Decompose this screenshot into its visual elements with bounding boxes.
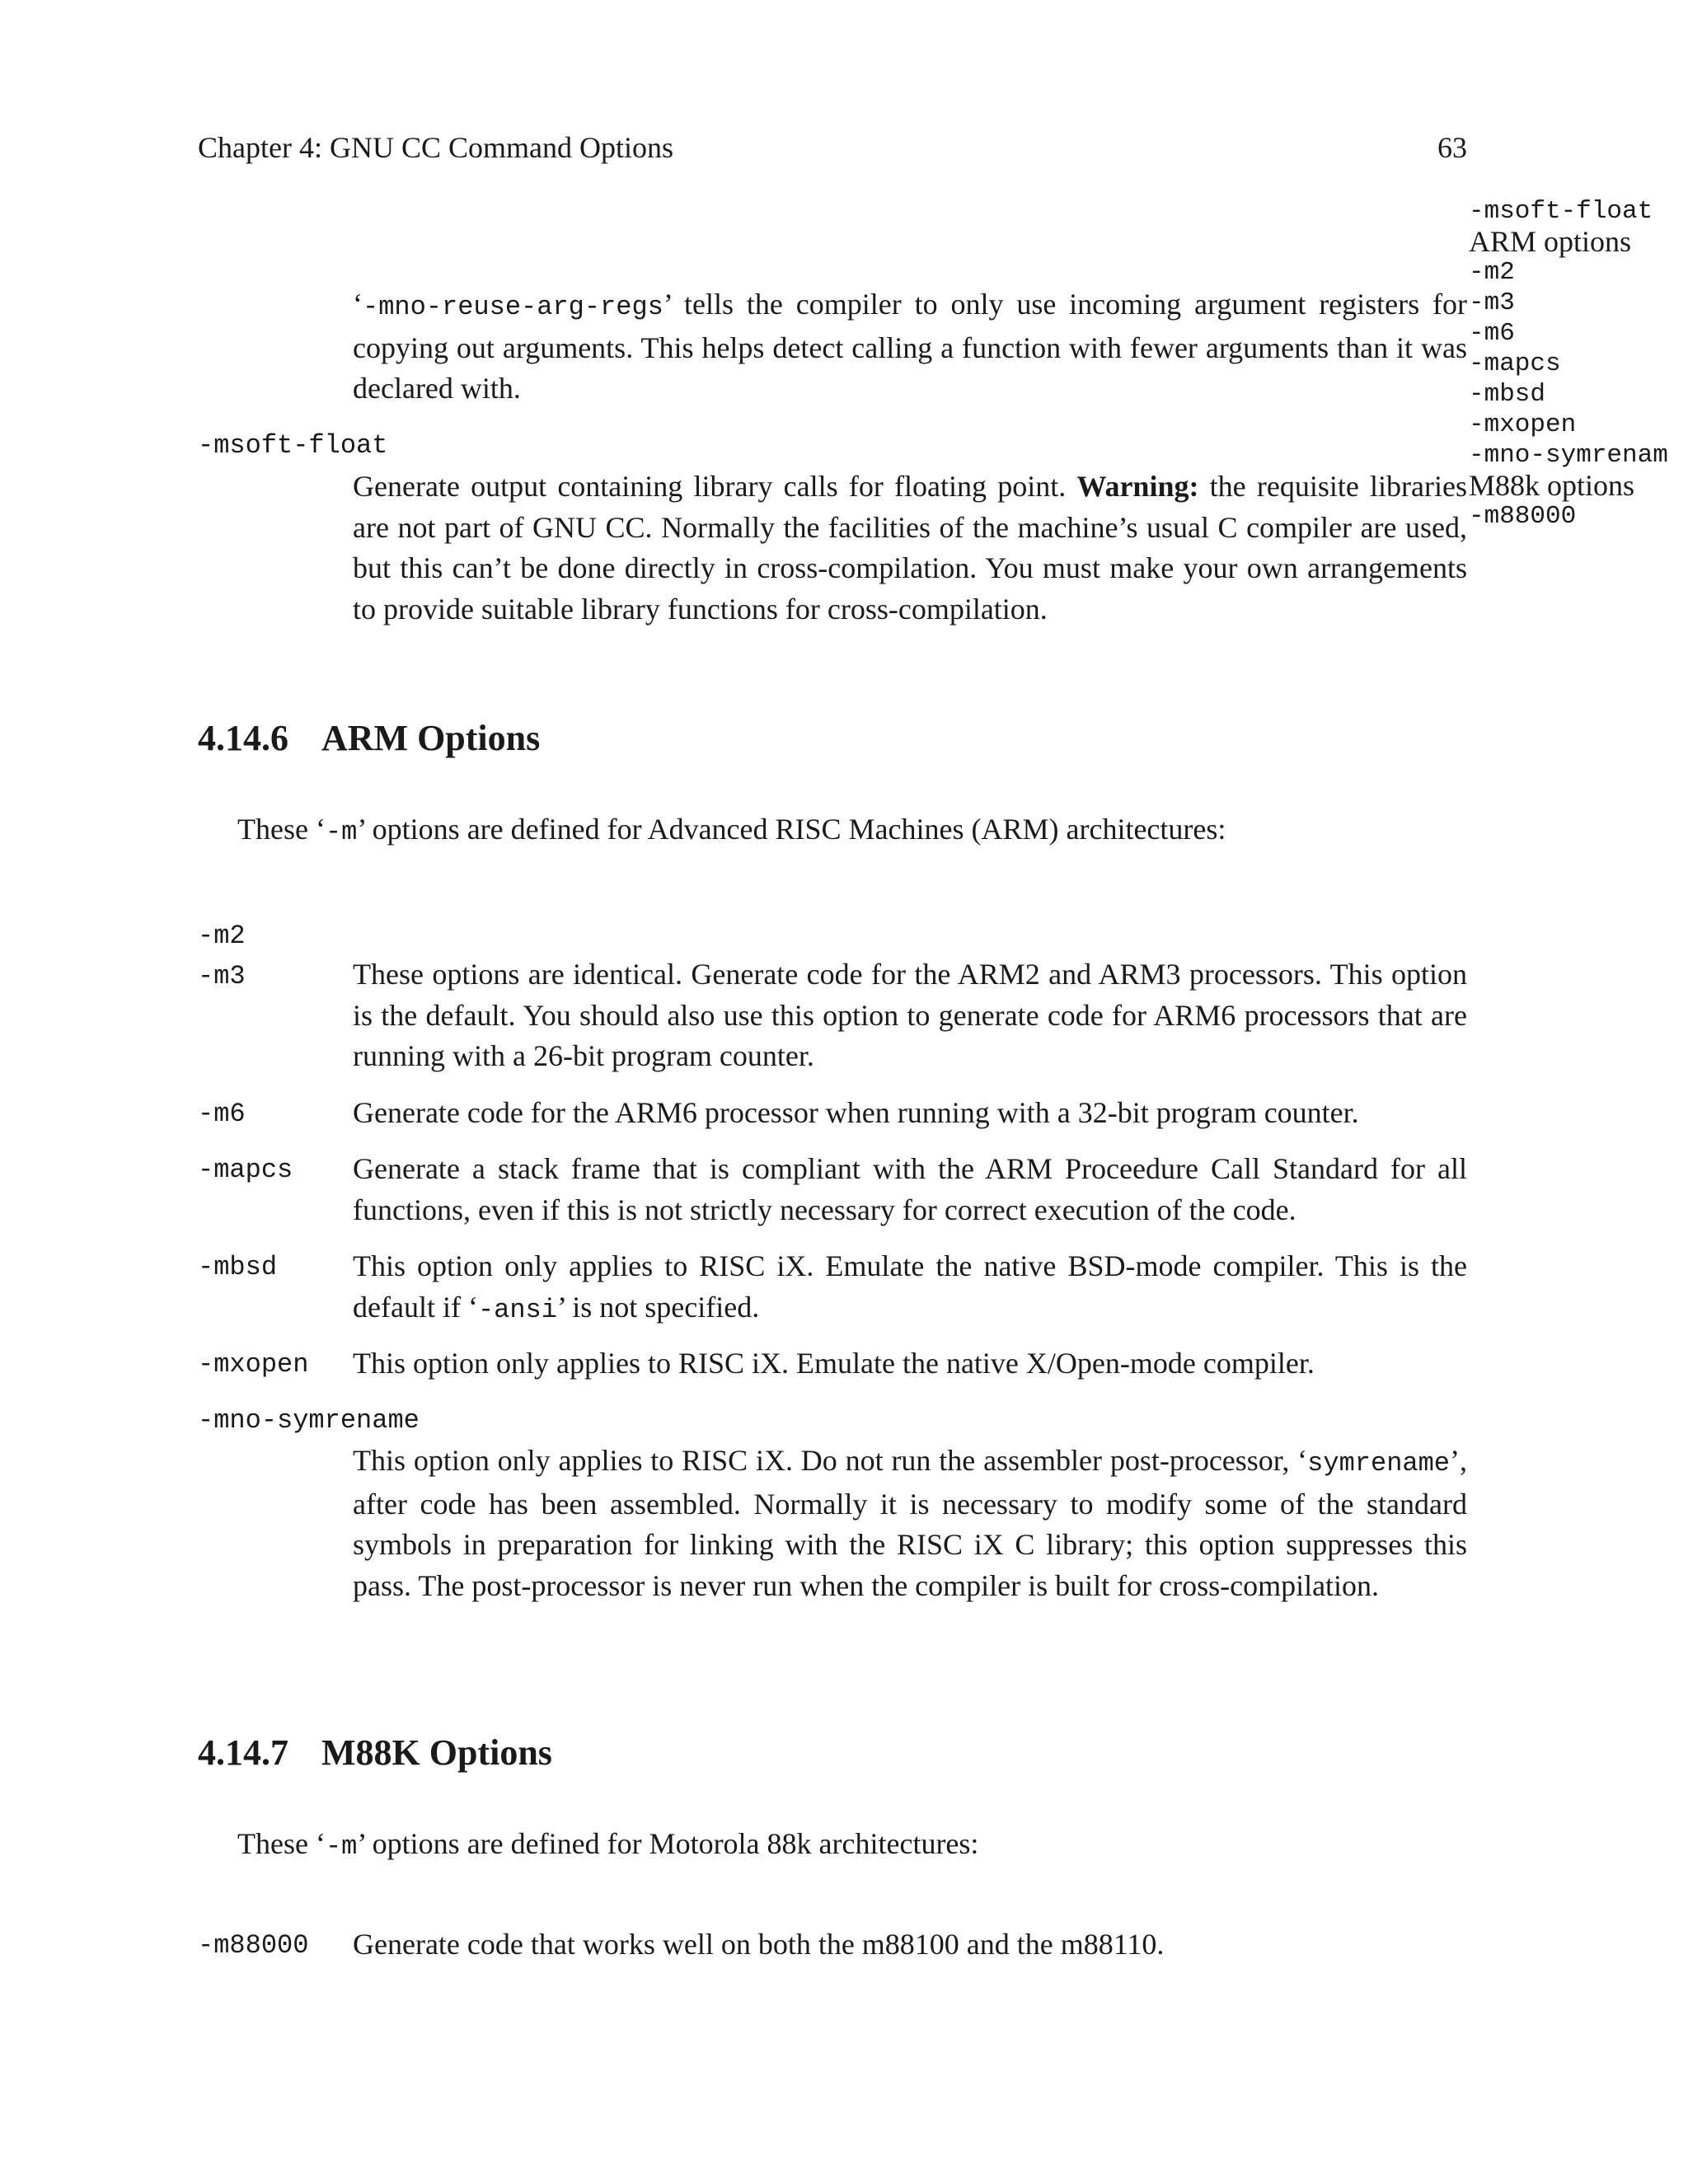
m88000-description: Generate code that works well on both the m88100 and the m88110. (353, 1928, 1165, 1961)
margin-entry: -mapcs (1469, 349, 1561, 378)
option-term-mxopen: -mxopen (198, 1349, 309, 1380)
section-heading-m88k: 4.14.7 M88K Options (198, 1732, 552, 1773)
margin-entry: -m6 (1469, 319, 1515, 348)
margin-index (1469, 196, 1688, 532)
msoft-float-description: Generate output containing library calls for floating point. Warning: the requisite libraries are not part of GNU CC. Normally the facilities of the machine’s usual C compiler are used, but this can’t be done directly in cross-compilation. You must make your own arrangements to provide suitable library functions for cross-compilation. (353, 470, 1467, 626)
margin-entry: -mxopen (1469, 410, 1577, 439)
section-heading-arm: 4.14.6 ARM Options (198, 718, 541, 758)
margin-entry: -m88000 (1469, 502, 1577, 531)
option-term-m3: -m3 (198, 961, 246, 991)
margin-entry: -msoft-float (1469, 197, 1653, 226)
option-term-m2: -m2 (198, 921, 246, 951)
mapcs-description: Generate a stack frame that is compliant with the ARM Proceedure Call Standard for all functions, even if this is not strictly necessary for correct execution of the code. (353, 1152, 1467, 1226)
margin-entry: M88k options (1469, 469, 1635, 502)
margin-entry: -m2 (1469, 258, 1515, 287)
page-number: 63 (1437, 131, 1467, 164)
option-term-msoft-float: -msoft-float (198, 430, 388, 461)
m6-description: Generate code for the ARM6 processor when running with a 32-bit program counter. (353, 1096, 1359, 1129)
margin-entry: -mbsd (1469, 380, 1546, 409)
warning-label: Warning: (1076, 470, 1199, 503)
option-term-mbsd: -mbsd (198, 1252, 278, 1282)
mbsd-description: This option only applies to RISC iX. Emulate the native BSD-mode compiler. This is the default if ‘-ansi’ is not specified. (353, 1249, 1467, 1325)
margin-entry: -m3 (1469, 288, 1515, 317)
option-term-mno-symrename: -mno-symrename (198, 1405, 420, 1436)
margin-entry: ARM options (1469, 225, 1632, 258)
option-term-m6: -m6 (198, 1099, 246, 1129)
reuse-arg-regs-paragraph: ‘-mno-reuse-arg-regs’ tells the compiler to only use incoming argument registers for copying out arguments. This helps detect calling a function with fewer arguments than it was declared with. (353, 288, 1467, 405)
option-term-m88000: -m88000 (198, 1930, 309, 1961)
margin-entry: -mno-symrenam (1469, 441, 1668, 470)
chapter-title: Chapter 4: GNU CC Command Options (198, 131, 673, 164)
option-term-mapcs: -mapcs (198, 1155, 293, 1185)
mno-symrename-description: This option only applies to RISC iX. Do not run the assembler post-processor, ‘symrename’, after code has been assembled. Normally it is necessary to modify some of the standard symbols in preparation for linking with the RISC iX C library; this option suppresses this pass. The post-processor is never run when the compiler is built for cross-compilation. (353, 1444, 1467, 1602)
mxopen-description: This option only applies to RISC iX. Emulate the native X/Open-mode compiler. (353, 1347, 1315, 1380)
arm-intro: These ‘-m’ options are defined for Advanced RISC Machines (ARM) architectures: (237, 813, 1226, 847)
m88k-intro: These ‘-m’ options are defined for Motorola 88k architectures: (237, 1827, 979, 1862)
running-header (198, 130, 1467, 170)
m3-description: These options are identical. Generate code for the ARM2 and ARM3 processors. This option is the default. You should also use this option to generate code for ARM6 processors that are running with a 26-bit program counter. (353, 958, 1467, 1072)
option-code: -mno-reuse-arg-regs (363, 292, 663, 322)
